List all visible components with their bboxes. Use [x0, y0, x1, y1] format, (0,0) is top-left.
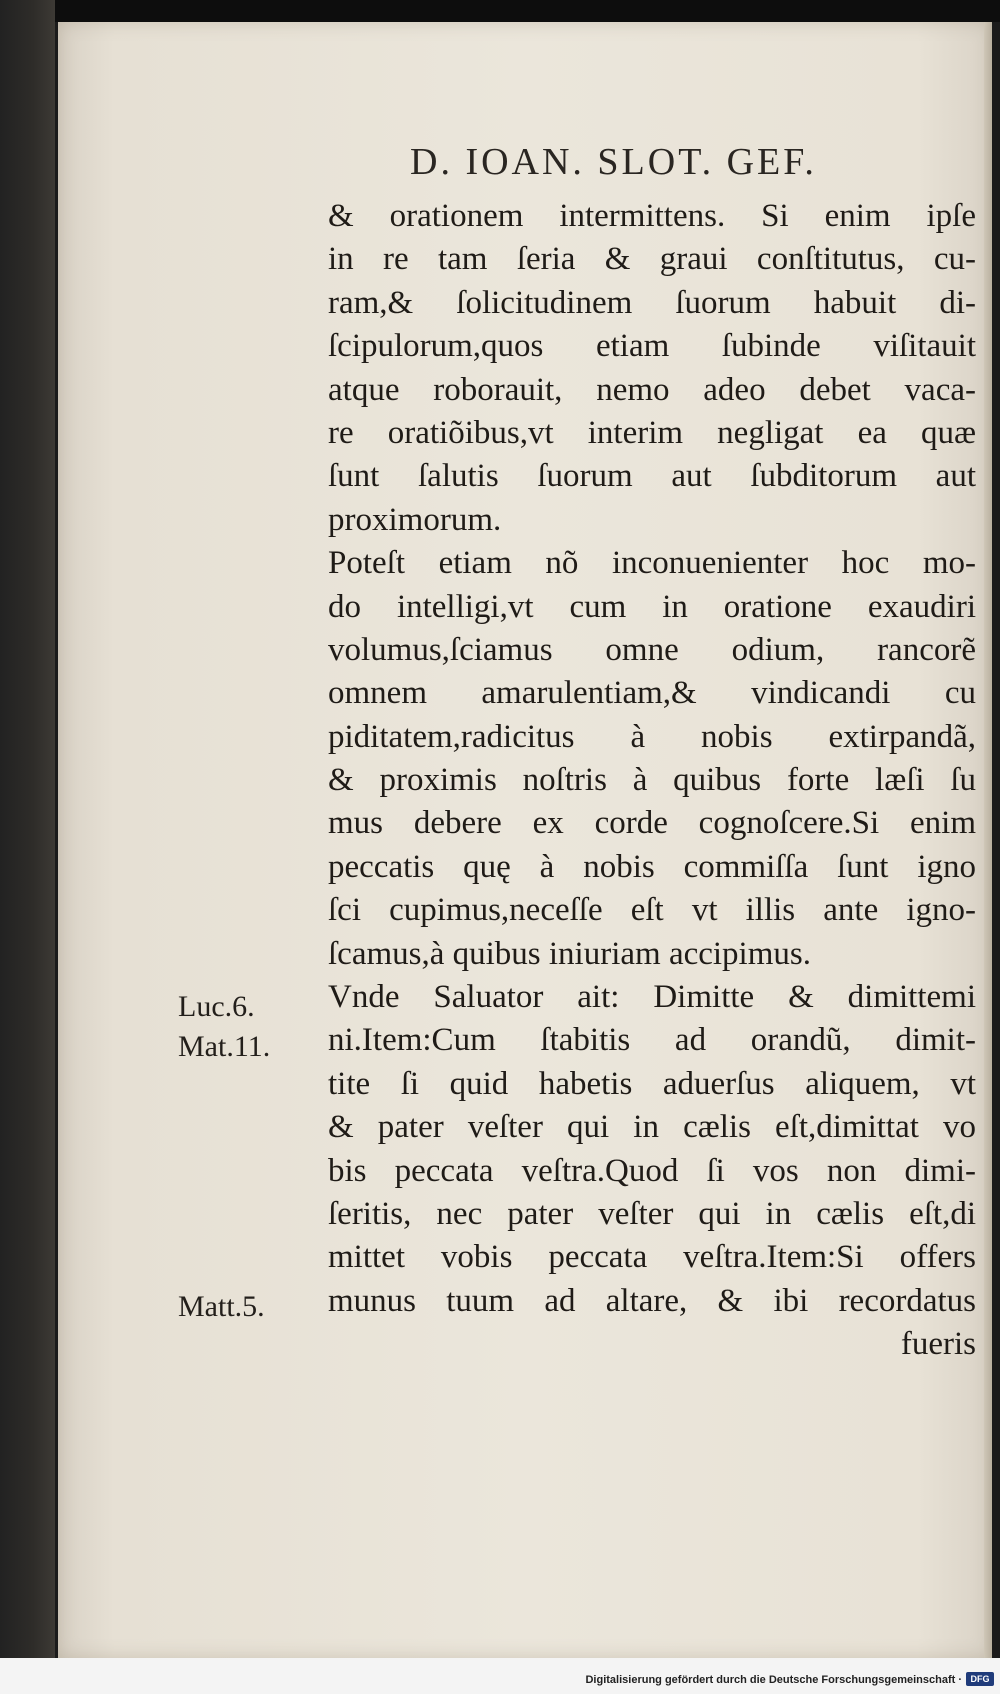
text-line: ram,& ſolicitudinem ſuorum habuit di- — [328, 284, 976, 321]
text-line: Poteſt etiam nõ inconuenienter hoc mo- — [328, 545, 976, 582]
text-line: Vnde Saluator ait: Dimitte & dimittemi — [328, 979, 976, 1016]
text-line: ſeritis, nec pater veſter qui in cælis eſt,di — [328, 1195, 976, 1232]
text-line: do intelligi,vt cum in oratione exaudiri — [328, 588, 976, 625]
scan-top-border — [0, 0, 1000, 22]
text-line: volumus,ſciamus omne odium, rancorẽ — [328, 631, 976, 668]
text-line: bis peccata veſtra.Quod ſi vos non dimi- — [328, 1152, 976, 1189]
body-text — [328, 195, 976, 1367]
text-line: peccatis quę à nobis commiſſa ſunt igno — [328, 848, 976, 885]
text-line: piditatem,radicitus à nobis extirpandã, — [328, 718, 976, 755]
running-head: D. IOAN. SLOT. GEF. — [410, 141, 817, 183]
margin-note-matt: Matt.5. — [178, 1290, 265, 1323]
text-line: tite ſi quid habetis aduerſus aliquem, vt — [328, 1065, 976, 1102]
text-line: munus tuum ad altare, & ibi recordatus — [328, 1282, 976, 1319]
text-line: atque roborauit, nemo adeo debet vaca- — [328, 371, 976, 408]
text-line: ſci cupimus,neceſſe eſt vt illis ante igno- — [328, 892, 976, 929]
text-line: omnem amarulentiam,& vindicandi cu — [328, 675, 976, 712]
text-line: mittet vobis peccata veſtra.Item:Si offers — [328, 1239, 976, 1276]
margin-note-mat: Mat.11. — [178, 1030, 271, 1063]
scan-left-border — [0, 0, 55, 1694]
text-line: in re tam ſeria & graui conſtitutus, cu- — [328, 241, 976, 278]
text-line: re oratiõibus,vt interim negligat ea quæ — [328, 414, 976, 451]
text-line: & orationem intermittens. Si enim ipſe — [328, 198, 976, 234]
margin-note-luc: Luc.6. — [178, 990, 255, 1023]
text-line: & pater veſter qui in cælis eſt,dimittat vo — [328, 1109, 976, 1146]
text-line: ſcipulorum,quos etiam ſubinde viſitauit — [328, 328, 976, 365]
text-line: ſunt ſalutis ſuorum aut ſubditorum aut — [328, 458, 976, 495]
digitization-credit: Digitalisierung gefördert durch die Deutsche Forschungsgemeinschaft · — [585, 1674, 962, 1686]
catchword: fueris — [900, 1326, 976, 1363]
page-fore-edge — [984, 22, 992, 1658]
text-line: proximorum. — [328, 501, 502, 538]
text-line: & proximis noſtris à quibus forte læſi ſu — [328, 762, 976, 799]
text-line: ſcamus,à quibus iniuriam accipimus. — [328, 935, 811, 972]
text-line: ni.Item:Cum ſtabitis ad orandũ, dimit- — [328, 1022, 976, 1059]
dfg-logo-icon: DFG — [966, 1672, 994, 1686]
text-line: mus debere ex corde cognoſcere.Si enim — [328, 805, 976, 842]
